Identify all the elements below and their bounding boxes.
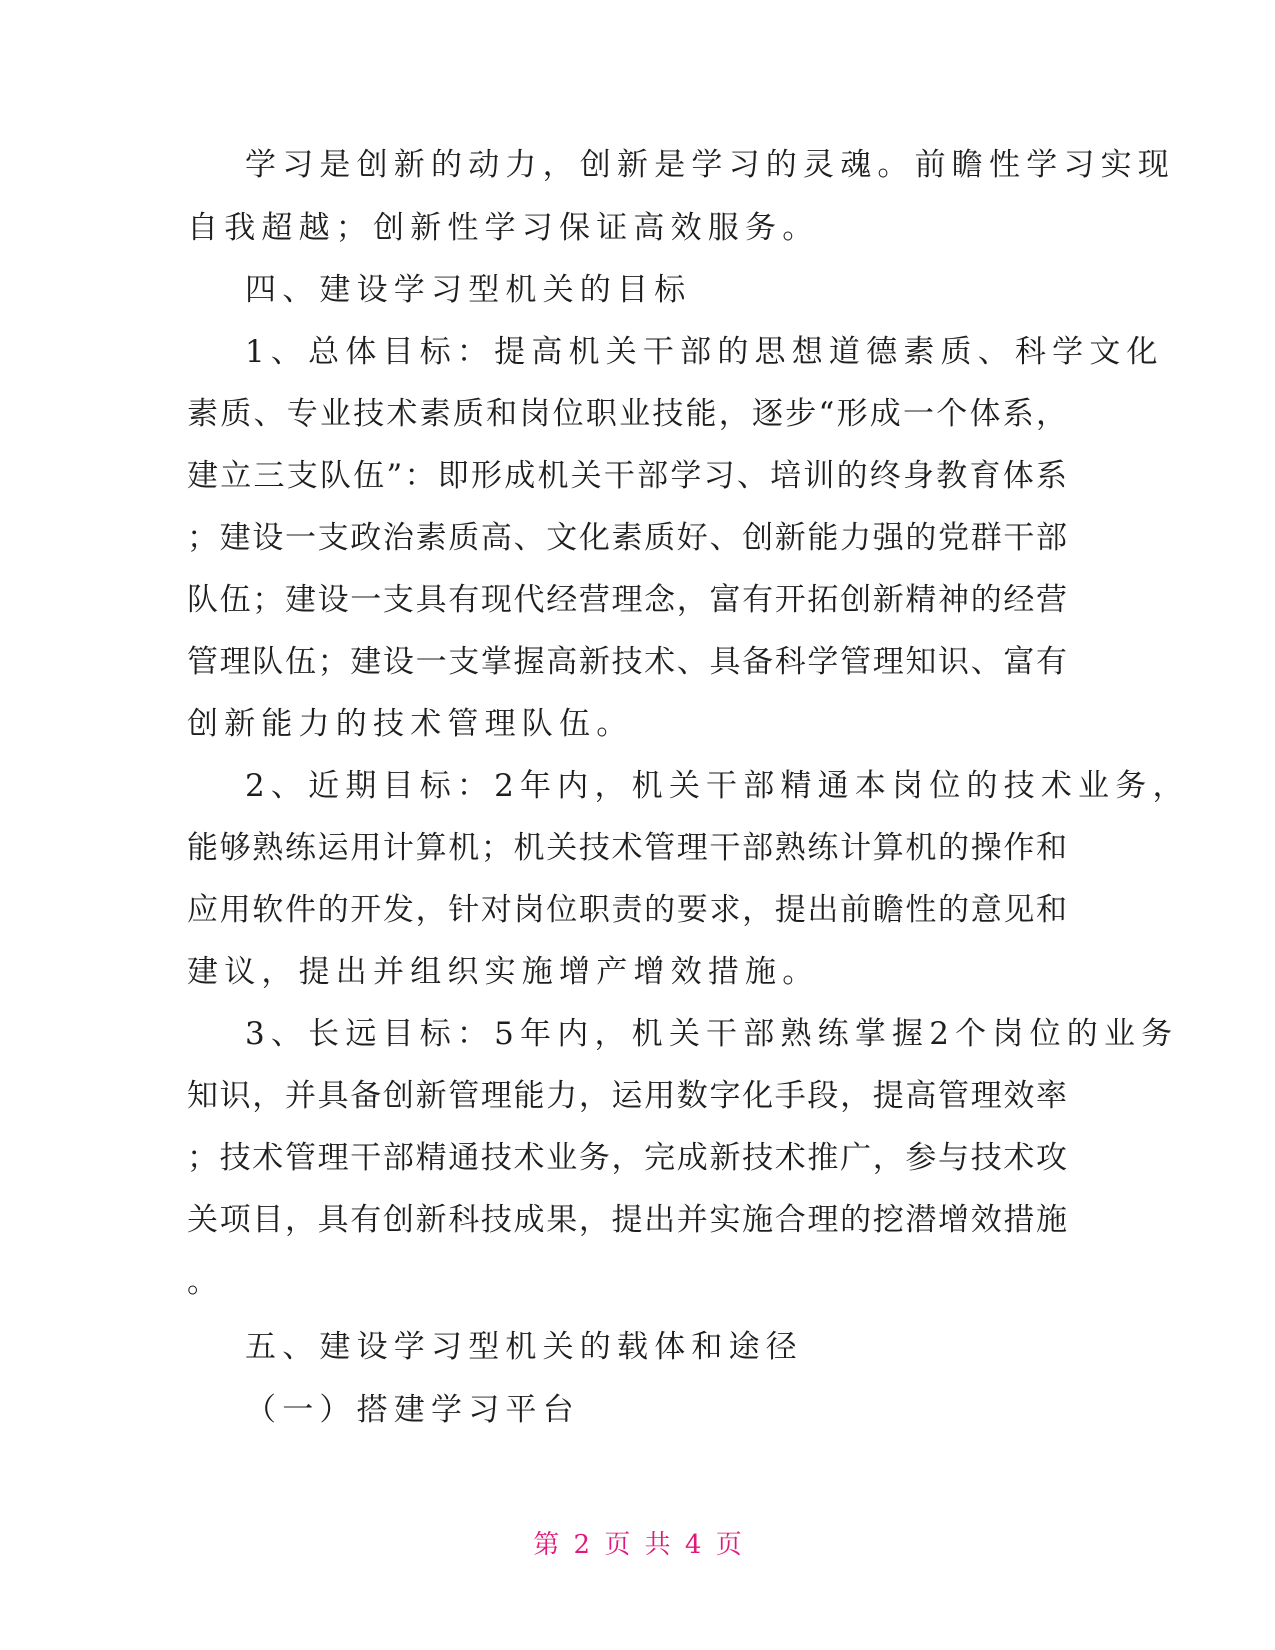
paragraph-line: 知识，并具备创新管理能力，运用数字化手段，提高管理效率 [187,1078,1067,1114]
paragraph-line: 建立三支队伍”：即形成机关干部学习、培训的终身教育体系 [187,458,1067,494]
paragraph-line: 。 [187,1264,225,1300]
page-number-footer: 第 2 页 共 4 页 [533,1530,742,1560]
paragraph-line: 素质、专业技术素质和岗位职业技能，逐步“形成一个体系， [187,396,1067,432]
paragraph-line: 管理队伍；建设一支掌握高新技术、具备科学管理知识、富有 [187,644,1067,680]
paragraph-line: 2、近期目标：2年内，机关干部精通本岗位的技术业务， [245,768,1190,804]
paragraph-line: 队伍；建设一支具有现代经营理念，富有开拓创新精神的经营 [187,582,1067,618]
subsection-heading: （一）搭建学习平台 [245,1392,580,1428]
paragraph-line: 能够熟练运用计算机；机关技术管理干部熟练计算机的操作和 [187,830,1067,866]
paragraph-line: ；建设一支政治素质高、文化素质好、创新能力强的党群干部 [187,520,1067,556]
paragraph-line: ；技术管理干部精通技术业务，完成新技术推广，参与技术攻 [187,1140,1067,1176]
section-heading: 四、建设学习型机关的目标 [245,272,692,308]
paragraph-line: 学习是创新的动力，创新是学习的灵魂。前瞻性学习实现 [245,147,1175,183]
paragraph-line: 自我超越；创新性学习保证高效服务。 [187,210,820,246]
paragraph-line: 关项目，具有创新科技成果，提出并实施合理的挖潜增效措施 [187,1202,1067,1238]
section-heading: 五、建设学习型机关的载体和途径 [245,1329,803,1365]
paragraph-line: 建议，提出并组织实施增产增效措施。 [187,954,820,990]
paragraph-line: 创新能力的技术管理队伍。 [187,706,634,742]
paragraph-line: 应用软件的开发，针对岗位职责的要求，提出前瞻性的意见和 [187,892,1067,928]
paragraph-line: 3、长远目标：5年内，机关干部熟练掌握2个岗位的业务 [245,1016,1179,1052]
paragraph-line: 1、总体目标：提高机关干部的思想道德素质、科学文化 [245,334,1164,370]
